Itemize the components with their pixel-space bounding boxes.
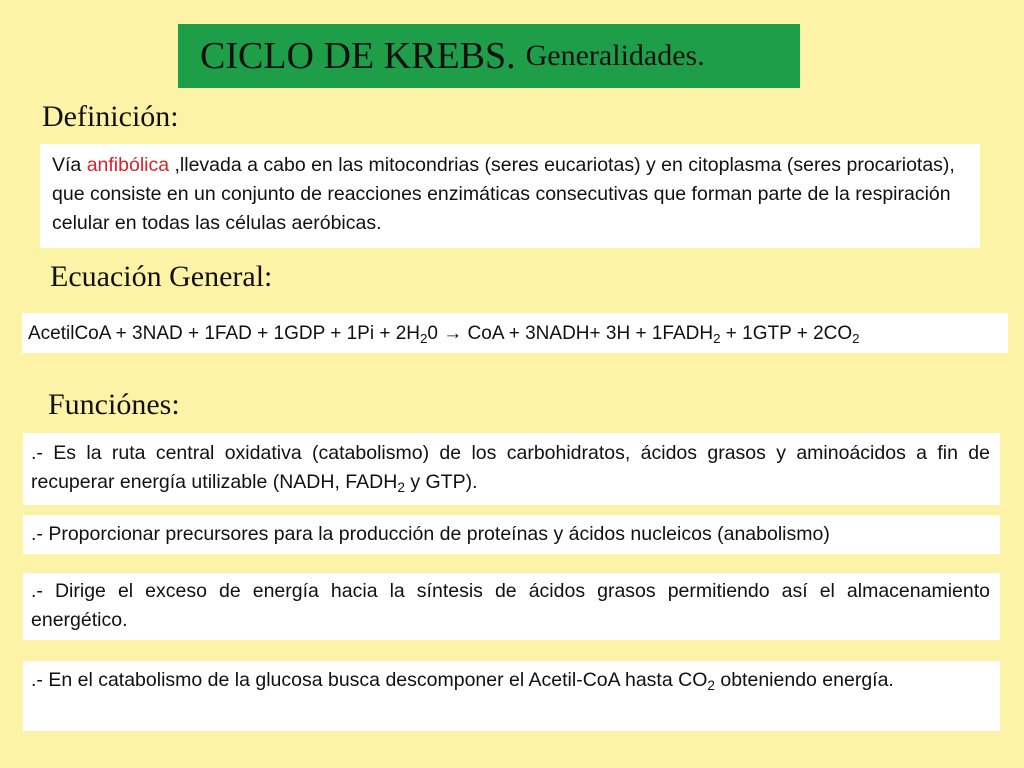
funcion-item-2: [23, 515, 1000, 554]
funcion-item-4: [23, 661, 1000, 731]
definicion-text-before: Vía: [52, 154, 87, 176]
page-subtitle: Generalidades.: [525, 39, 705, 72]
definicion-text-after: ,llevada a cabo en las mitocondrias (seres eucariotas) y en citoplasma (seres procariotas), que consiste en un conjunto de reacciones enzimáticas consecutivas que forman parte de la respiración celular en todas las células aeróbicas.: [52, 154, 955, 234]
ecuacion-right: CoA + 3NADH+ 3H + 1FADH: [462, 323, 714, 344]
funcion-item-4-end: obteniendo energía.: [714, 669, 894, 691]
ecuacion-left-end: 0: [427, 323, 438, 344]
funcion-item-1-end: y GTP).: [404, 471, 478, 493]
ecuacion-left-sub: 2: [420, 330, 428, 346]
page-title: CICLO DE KREBS.: [200, 35, 516, 77]
funcion-item-1-sub: 2: [397, 480, 405, 496]
ecuacion-left: AcetilCoA + 3NAD + 1FAD + 1GDP + 1Pi + 2H: [28, 323, 420, 344]
funciones-heading: Funciónes:: [48, 388, 180, 421]
ecuacion-right-sub2: 2: [852, 330, 860, 346]
ecuacion-box: [22, 313, 1008, 353]
ecuacion-right-mid: + 1GTP + 2CO: [720, 323, 853, 344]
funcion-item-3: [23, 573, 1000, 640]
definicion-heading: Definición:: [42, 100, 179, 133]
funcion-item-3-text: .- Dirige el exceso de energía hacia la síntesis de ácidos grasos permitiendo así el almacenamiento energético.: [31, 580, 990, 631]
definicion-highlight: anfibólica: [86, 154, 170, 176]
funcion-item-1: [23, 433, 1000, 505]
ecuacion-heading: Ecuación General:: [50, 260, 273, 293]
funcion-item-2-text: .- Proporcionar precursores para la producción de proteínas y ácidos nucleicos (anabolismo): [31, 523, 830, 545]
funcion-item-4-text: .- En el catabolismo de la glucosa busca descomponer el Acetil-CoA hasta CO: [31, 669, 708, 691]
definicion-box: [40, 144, 980, 248]
arrow-right-icon: →: [443, 323, 463, 344]
funcion-item-4-sub: 2: [707, 678, 715, 694]
funcion-item-1-text: .- Es la ruta central oxidativa (catabolismo) de los carbohidratos, ácidos grasos y aminoácidos a fin de recuperar energía utilizable (NADH, FADH: [31, 442, 990, 493]
ecuacion-right-sub1: 2: [713, 330, 721, 346]
title-banner: [178, 24, 800, 88]
